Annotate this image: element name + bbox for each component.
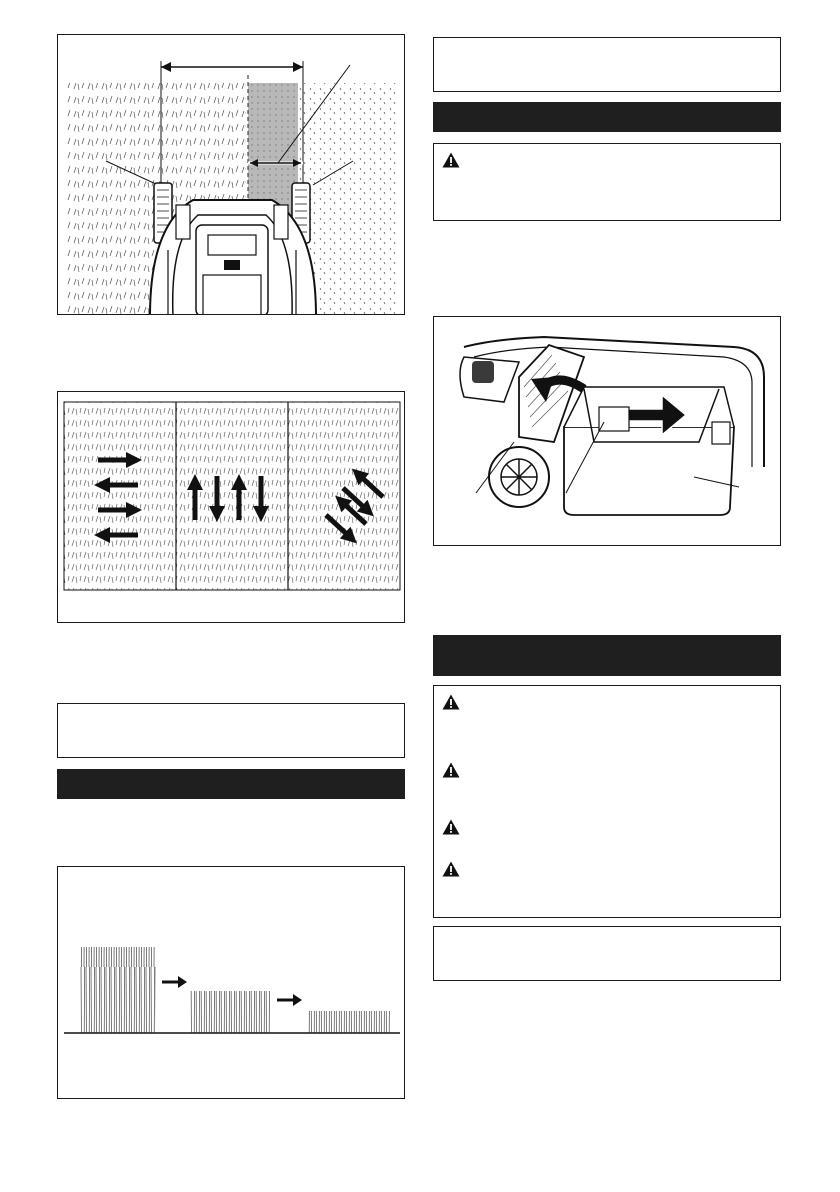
note-box-right-bottom: [433, 926, 781, 981]
warning-triangle-icon: [442, 762, 460, 778]
figure-mowing-patterns: [57, 391, 405, 623]
section-bar-right-large: [433, 635, 781, 676]
figure-mower-overlap: [57, 34, 405, 315]
warning-triangle-icon: [442, 819, 460, 835]
grass-height-steps-diagram: [58, 867, 405, 1099]
mower-overlap-diagram: [58, 35, 405, 315]
warning-triangle-icon: [442, 694, 460, 710]
note-box-left: [57, 703, 405, 758]
note-box-right-top: [433, 37, 781, 92]
mowing-direction-diagram: [58, 392, 405, 623]
figure-grass-heights: [57, 866, 405, 1099]
warning-triangle-icon: [442, 861, 460, 877]
grass-bag-removal-diagram: [434, 317, 781, 546]
warning-box-right-top: [433, 143, 781, 221]
section-bar-right-top: [433, 102, 781, 132]
figure-grass-bag: [433, 316, 781, 546]
warning-box-right-large: [433, 685, 781, 918]
warning-triangle-icon: [442, 152, 460, 168]
section-bar-left: [57, 769, 405, 799]
